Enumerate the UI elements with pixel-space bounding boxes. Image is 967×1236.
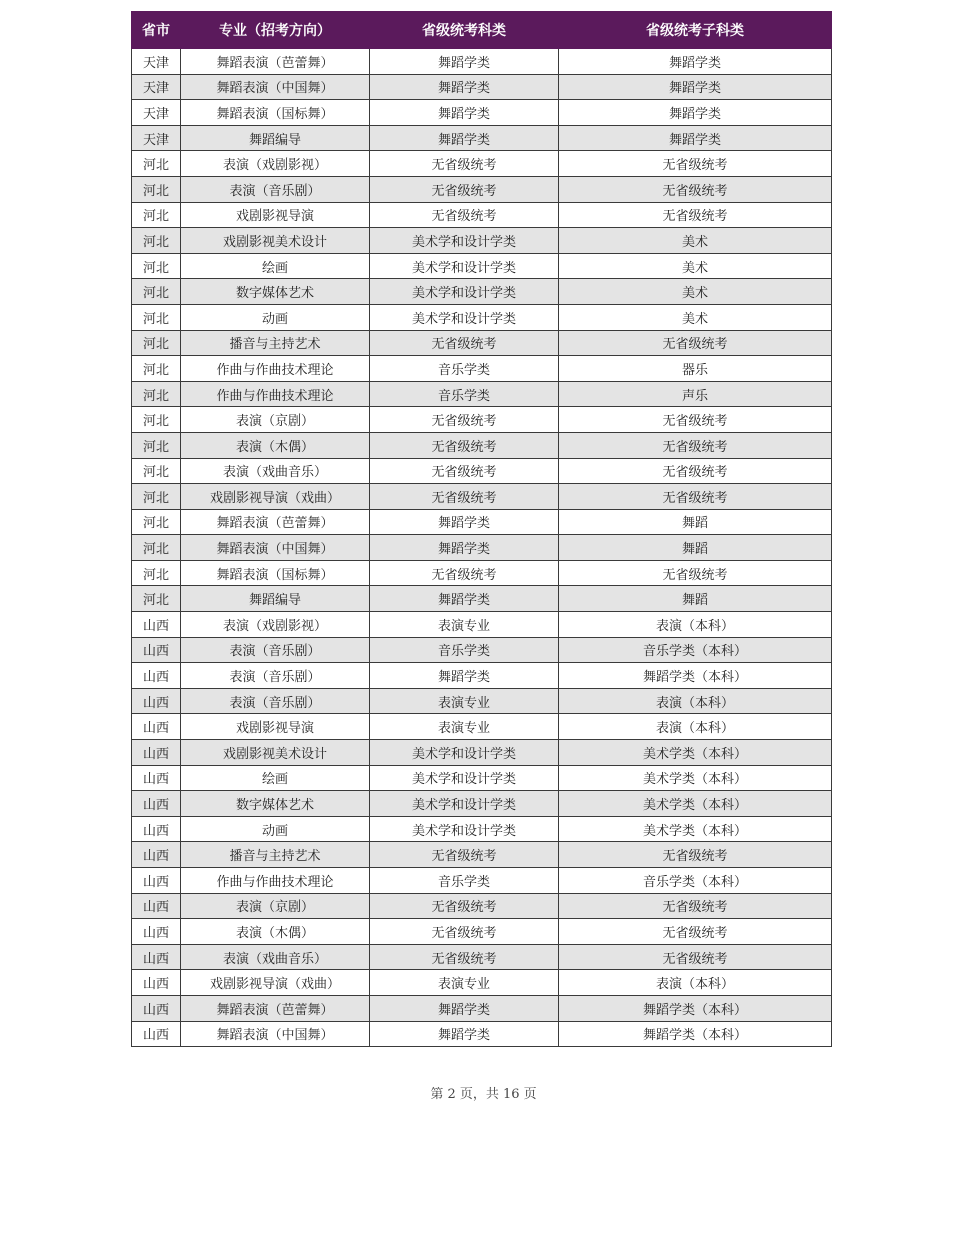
exam-category-cell: 无省级统考 [370,560,559,586]
province-cell: 山西 [132,893,181,919]
exam-category-cell: 表演专业 [370,714,559,740]
exam-category-cell: 美术学和设计学类 [370,228,559,254]
major-cell: 绘画 [181,253,370,279]
exam-subcategory-cell: 美术学类（本科） [559,765,832,791]
major-cell: 舞蹈表演（中国舞） [181,1021,370,1047]
column-header: 省市 [132,12,181,49]
major-cell: 表演（音乐剧） [181,663,370,689]
major-cell: 动画 [181,304,370,330]
exam-subcategory-cell: 舞蹈 [559,586,832,612]
table-row [132,100,832,126]
major-cell: 戏剧影视导演（戏曲） [181,484,370,510]
major-cell: 表演（戏曲音乐） [181,944,370,970]
major-cell: 绘画 [181,765,370,791]
province-cell: 山西 [132,842,181,868]
major-cell: 舞蹈表演（中国舞） [181,74,370,100]
major-cell: 表演（木偶） [181,432,370,458]
province-cell: 河北 [132,509,181,535]
table-row [132,407,832,433]
province-cell: 河北 [132,484,181,510]
exam-category-cell: 无省级统考 [370,919,559,945]
major-cell: 舞蹈表演（国标舞） [181,560,370,586]
major-cell: 表演（戏剧影视） [181,151,370,177]
major-cell: 戏剧影视导演 [181,202,370,228]
major-cell: 戏剧影视导演（戏曲） [181,970,370,996]
exam-subcategory-cell: 无省级统考 [559,842,832,868]
province-cell: 山西 [132,970,181,996]
exam-subcategory-cell: 舞蹈学类 [559,74,832,100]
table-row [132,253,832,279]
major-cell: 表演（京剧） [181,893,370,919]
exam-category-cell: 无省级统考 [370,330,559,356]
exam-subcategory-cell: 无省级统考 [559,484,832,510]
exam-subcategory-cell: 无省级统考 [559,893,832,919]
exam-subcategory-cell: 无省级统考 [559,176,832,202]
table-row [132,509,832,535]
table-row [132,791,832,817]
table-row [132,663,832,689]
province-cell: 河北 [132,330,181,356]
exam-category-cell: 无省级统考 [370,842,559,868]
major-cell: 表演（戏曲音乐） [181,458,370,484]
table-row [132,868,832,894]
major-cell: 戏剧影视美术设计 [181,740,370,766]
table-row [132,484,832,510]
table-row [132,612,832,638]
province-cell: 山西 [132,995,181,1021]
major-cell: 作曲与作曲技术理论 [181,381,370,407]
province-cell: 河北 [132,151,181,177]
province-cell: 山西 [132,868,181,894]
exam-category-cell: 美术学和设计学类 [370,279,559,305]
province-cell: 河北 [132,279,181,305]
table-row [132,995,832,1021]
exam-subcategory-cell: 表演（本科） [559,970,832,996]
table-row [132,202,832,228]
major-cell: 舞蹈表演（芭蕾舞） [181,509,370,535]
exam-category-cell: 无省级统考 [370,458,559,484]
exam-subcategory-cell: 美术学类（本科） [559,740,832,766]
column-header: 专业（招考方向） [181,12,370,49]
exam-subcategory-cell: 无省级统考 [559,560,832,586]
exam-subcategory-cell: 无省级统考 [559,432,832,458]
table-row [132,740,832,766]
exam-category-cell: 美术学和设计学类 [370,304,559,330]
major-cell: 数字媒体艺术 [181,279,370,305]
header-row [132,12,832,49]
major-cell: 舞蹈表演（芭蕾舞） [181,49,370,75]
exam-subcategory-cell: 美术 [559,228,832,254]
exam-category-cell: 无省级统考 [370,407,559,433]
table-row [132,330,832,356]
province-cell: 天津 [132,74,181,100]
exam-category-cell: 表演专业 [370,612,559,638]
exam-subcategory-cell: 美术 [559,253,832,279]
exam-subcategory-cell: 舞蹈学类 [559,125,832,151]
page-number: 第 2 页，共 16 页 [430,1087,537,1102]
admission-table-container [131,11,831,1047]
exam-subcategory-cell: 无省级统考 [559,202,832,228]
province-cell: 河北 [132,407,181,433]
exam-category-cell: 舞蹈学类 [370,125,559,151]
table-row [132,151,832,177]
exam-category-cell: 舞蹈学类 [370,49,559,75]
major-cell: 戏剧影视导演 [181,714,370,740]
province-cell: 河北 [132,458,181,484]
exam-category-cell: 舞蹈学类 [370,100,559,126]
province-cell: 河北 [132,586,181,612]
exam-category-cell: 美术学和设计学类 [370,253,559,279]
exam-category-cell: 表演专业 [370,688,559,714]
exam-category-cell: 舞蹈学类 [370,74,559,100]
exam-subcategory-cell: 无省级统考 [559,919,832,945]
major-cell: 作曲与作曲技术理论 [181,356,370,382]
table-row [132,381,832,407]
exam-category-cell: 舞蹈学类 [370,663,559,689]
exam-subcategory-cell: 无省级统考 [559,407,832,433]
major-cell: 播音与主持艺术 [181,330,370,356]
exam-category-cell: 无省级统考 [370,432,559,458]
major-cell: 数字媒体艺术 [181,791,370,817]
exam-category-cell: 无省级统考 [370,893,559,919]
major-cell: 舞蹈编导 [181,125,370,151]
table-row [132,356,832,382]
table-row [132,458,832,484]
admission-table [131,11,832,1047]
exam-category-cell: 舞蹈学类 [370,535,559,561]
exam-category-cell: 音乐学类 [370,637,559,663]
province-cell: 山西 [132,637,181,663]
province-cell: 山西 [132,1021,181,1047]
exam-category-cell: 舞蹈学类 [370,1021,559,1047]
province-cell: 天津 [132,125,181,151]
exam-category-cell: 无省级统考 [370,151,559,177]
table-row [132,688,832,714]
exam-category-cell: 美术学和设计学类 [370,791,559,817]
major-cell: 作曲与作曲技术理论 [181,868,370,894]
exam-subcategory-cell: 舞蹈学类（本科） [559,1021,832,1047]
province-cell: 河北 [132,304,181,330]
province-cell: 河北 [132,432,181,458]
table-row [132,49,832,75]
province-cell: 河北 [132,535,181,561]
exam-subcategory-cell: 美术学类（本科） [559,816,832,842]
table-row [132,535,832,561]
table-row [132,586,832,612]
table-row [132,1021,832,1047]
exam-category-cell: 表演专业 [370,970,559,996]
major-cell: 动画 [181,816,370,842]
exam-category-cell: 舞蹈学类 [370,509,559,535]
table-row [132,74,832,100]
exam-subcategory-cell: 舞蹈 [559,535,832,561]
exam-subcategory-cell: 舞蹈学类 [559,49,832,75]
province-cell: 山西 [132,791,181,817]
province-cell: 山西 [132,919,181,945]
table-row [132,893,832,919]
province-cell: 河北 [132,176,181,202]
table-body [132,49,832,1047]
major-cell: 舞蹈编导 [181,586,370,612]
table-row [132,560,832,586]
province-cell: 山西 [132,612,181,638]
exam-subcategory-cell: 声乐 [559,381,832,407]
exam-category-cell: 音乐学类 [370,868,559,894]
province-cell: 山西 [132,944,181,970]
exam-category-cell: 美术学和设计学类 [370,816,559,842]
major-cell: 舞蹈表演（国标舞） [181,100,370,126]
major-cell: 表演（音乐剧） [181,176,370,202]
major-cell: 舞蹈表演（芭蕾舞） [181,995,370,1021]
province-cell: 河北 [132,228,181,254]
exam-subcategory-cell: 音乐学类（本科） [559,868,832,894]
table-row [132,944,832,970]
exam-category-cell: 音乐学类 [370,356,559,382]
exam-subcategory-cell: 美术 [559,279,832,305]
province-cell: 天津 [132,49,181,75]
major-cell: 表演（音乐剧） [181,637,370,663]
province-cell: 山西 [132,663,181,689]
exam-subcategory-cell: 表演（本科） [559,714,832,740]
table-row [132,919,832,945]
province-cell: 山西 [132,816,181,842]
province-cell: 河北 [132,560,181,586]
exam-subcategory-cell: 音乐学类（本科） [559,637,832,663]
table-row [132,842,832,868]
exam-subcategory-cell: 舞蹈学类（本科） [559,663,832,689]
exam-subcategory-cell: 表演（本科） [559,612,832,638]
exam-category-cell: 无省级统考 [370,944,559,970]
table-row [132,970,832,996]
exam-subcategory-cell: 美术学类（本科） [559,791,832,817]
exam-subcategory-cell: 无省级统考 [559,944,832,970]
major-cell: 表演（木偶） [181,919,370,945]
table-row [132,125,832,151]
exam-category-cell: 无省级统考 [370,202,559,228]
province-cell: 河北 [132,253,181,279]
table-row [132,714,832,740]
exam-category-cell: 美术学和设计学类 [370,765,559,791]
exam-subcategory-cell: 无省级统考 [559,458,832,484]
exam-subcategory-cell: 无省级统考 [559,330,832,356]
province-cell: 山西 [132,740,181,766]
column-header: 省级统考科类 [370,12,559,49]
exam-subcategory-cell: 美术 [559,304,832,330]
exam-subcategory-cell: 舞蹈学类（本科） [559,995,832,1021]
table-row [132,765,832,791]
province-cell: 山西 [132,714,181,740]
exam-category-cell: 舞蹈学类 [370,995,559,1021]
exam-category-cell: 无省级统考 [370,484,559,510]
table-row [132,304,832,330]
major-cell: 播音与主持艺术 [181,842,370,868]
exam-subcategory-cell: 舞蹈 [559,509,832,535]
major-cell: 表演（音乐剧） [181,688,370,714]
column-header: 省级统考子科类 [559,12,832,49]
table-row [132,176,832,202]
exam-category-cell: 美术学和设计学类 [370,740,559,766]
province-cell: 山西 [132,688,181,714]
table-row [132,432,832,458]
province-cell: 天津 [132,100,181,126]
table-row [132,816,832,842]
exam-category-cell: 音乐学类 [370,381,559,407]
table-row [132,279,832,305]
major-cell: 戏剧影视美术设计 [181,228,370,254]
exam-category-cell: 无省级统考 [370,176,559,202]
province-cell: 河北 [132,356,181,382]
exam-subcategory-cell: 表演（本科） [559,688,832,714]
exam-subcategory-cell: 器乐 [559,356,832,382]
exam-category-cell: 舞蹈学类 [370,586,559,612]
major-cell: 舞蹈表演（中国舞） [181,535,370,561]
province-cell: 河北 [132,381,181,407]
exam-subcategory-cell: 无省级统考 [559,151,832,177]
exam-subcategory-cell: 舞蹈学类 [559,100,832,126]
major-cell: 表演（戏剧影视） [181,612,370,638]
province-cell: 山西 [132,765,181,791]
major-cell: 表演（京剧） [181,407,370,433]
table-row [132,228,832,254]
province-cell: 河北 [132,202,181,228]
table-row [132,637,832,663]
table-header [132,12,832,49]
